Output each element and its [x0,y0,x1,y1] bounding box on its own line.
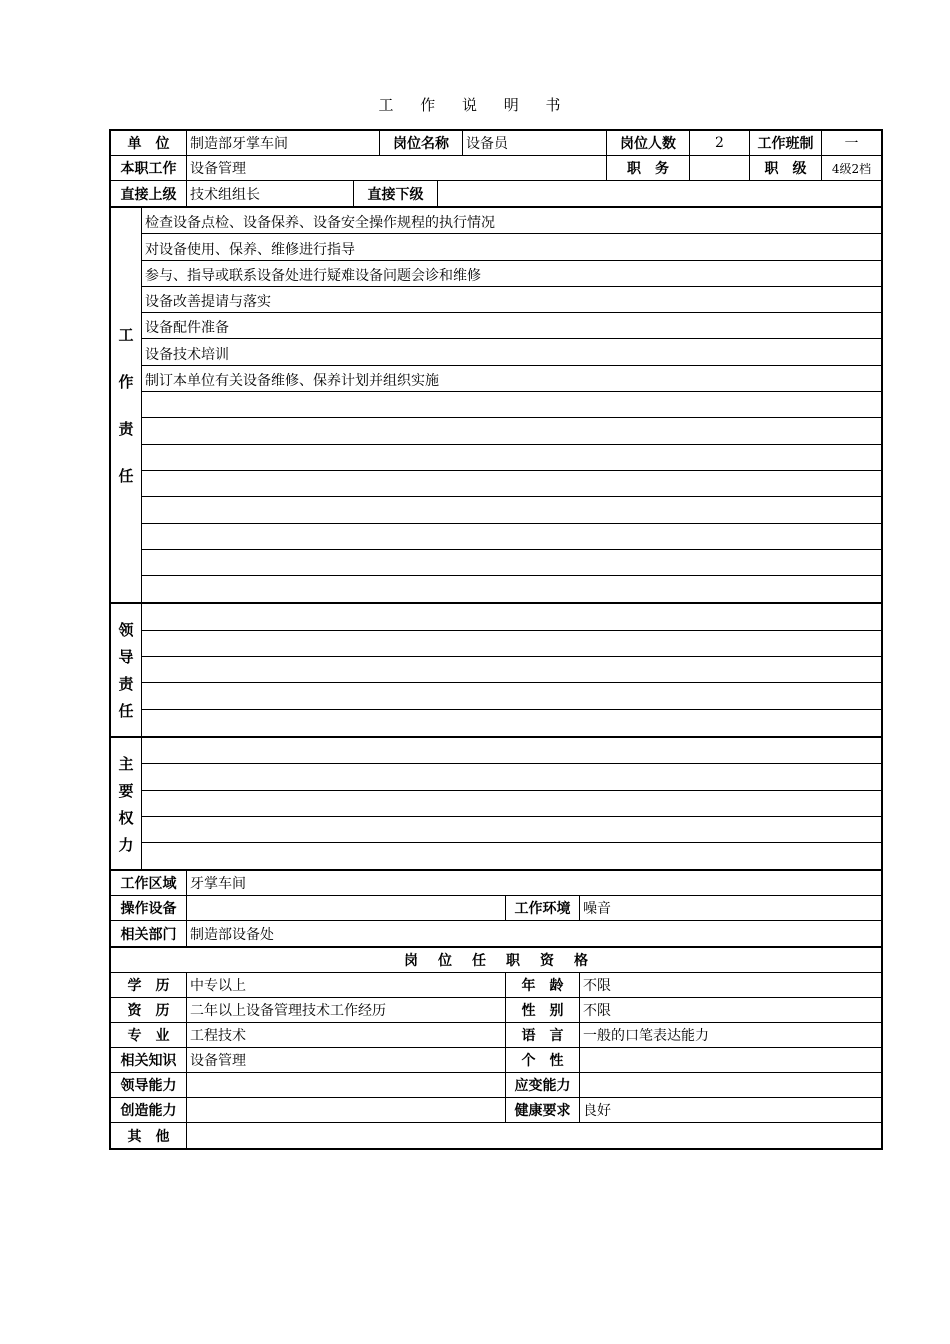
work-area-label: 工作区域 [111,871,187,895]
side-char: 责 [118,420,134,439]
leadership-line [142,710,881,736]
post-name-value: 设备员 [463,131,607,155]
leadership-line [142,631,881,657]
leadership-side-label [111,604,142,735]
qualification-label: 个 性 [506,1048,580,1072]
qualification-value: 中专以上 [187,973,506,997]
qualification-value [580,1048,881,1072]
headcount-label: 岗位人数 [607,131,690,155]
qualification-value: 设备管理 [187,1048,506,1072]
qualification-value: 工程技术 [187,1023,506,1047]
shift-value: 一 [844,136,859,152]
qualification-label: 专 业 [111,1023,187,1047]
responsibility-line: 对设备使用、保养、维修进行指导 [142,234,881,260]
authority-lines [142,738,881,869]
responsibilities-side-label [111,208,142,602]
qualification-label: 语 言 [506,1023,580,1047]
qualification-row [111,1023,881,1048]
qualification-value: 一般的口笔表达能力 [583,1028,709,1045]
environment-label: 工作环境 [506,896,580,920]
qualification-label: 相关知识 [111,1048,187,1072]
leadership-section [109,602,883,735]
grade-label: 职 级 [750,156,822,180]
qualification-row [111,1048,881,1073]
qualification-label: 应变能力 [506,1073,580,1097]
qualification-value [187,1073,506,1097]
subordinate-label: 直接下级 [354,181,438,206]
unit-label: 单 位 [111,131,187,155]
responsibilities-lines [142,208,881,602]
responsibility-line [142,550,881,576]
qualification-label: 性 别 [506,998,580,1022]
qualification-row [111,973,881,998]
side-char: 任 [118,702,134,721]
subordinate-value [438,181,881,206]
responsibility-line [142,392,881,418]
authority-line [142,843,881,869]
qualification-value: 二年以上设备管理技术工作经历 [187,998,506,1022]
side-char: 领 [118,621,134,640]
qualification-label: 年 龄 [506,973,580,997]
authority-side-label [111,738,142,869]
work-block [109,869,883,946]
unit-value: 制造部牙掌车间 [187,131,380,155]
side-char: 要 [118,781,134,800]
side-char: 权 [118,808,134,827]
header-row-2 [111,156,881,181]
other-label: 其 他 [111,1123,187,1148]
responsibility-line: 设备配件准备 [142,313,881,339]
dept-label: 相关部门 [111,921,187,946]
environment-value: 噪音 [583,901,611,918]
qualification-block [109,946,883,1150]
dept-value: 制造部设备处 [190,926,274,943]
responsibility-line [142,445,881,471]
duty-label: 职 务 [607,156,690,180]
leadership-line [142,657,881,683]
side-char: 力 [118,835,134,854]
responsibility-line [142,418,881,444]
authority-section [109,736,883,869]
qualification-heading: 岗位任职资格 [111,948,881,973]
job-description-form [109,129,883,1150]
qualification-row [111,1098,881,1123]
responsibility-line: 检查设备点检、设备保养、设备安全操作规程的执行情况 [142,208,881,234]
work-area-row [111,871,881,896]
main-work-label: 本职工作 [111,156,187,180]
duty-value [690,156,750,180]
responsibility-line: 参与、指导或联系设备处进行疑难设备问题会诊和维修 [142,261,881,287]
side-char: 作 [118,373,134,392]
qualification-label: 创造能力 [111,1098,187,1122]
superior-value: 技术组组长 [187,181,354,206]
headcount-value: 2 [690,131,750,155]
responsibility-line [142,576,881,602]
leadership-line [142,683,881,709]
grade-value: 4级2档 [831,161,872,176]
superior-label: 直接上级 [111,181,187,206]
authority-line [142,791,881,817]
qualification-label: 资 历 [111,998,187,1022]
equipment-label: 操作设备 [111,896,187,920]
equipment-value [187,896,506,920]
side-char: 责 [118,675,134,694]
leadership-lines [142,604,881,735]
responsibility-line: 设备改善提请与落实 [142,287,881,313]
side-char: 工 [118,326,134,345]
document-title: 工 作 说 明 书 [378,96,572,114]
responsibility-line: 制订本单位有关设备维修、保养计划并组织实施 [142,366,881,392]
authority-line [142,817,881,843]
qualification-value: 良好 [583,1103,611,1120]
leadership-line [142,604,881,630]
header-row-3 [111,181,881,206]
responsibility-line [142,471,881,497]
authority-line [142,738,881,764]
equipment-row [111,896,881,921]
other-row [111,1123,881,1148]
side-char: 任 [118,467,134,486]
qualification-row [111,998,881,1023]
authority-line [142,764,881,790]
qualification-value: 不限 [583,978,611,995]
post-name-label: 岗位名称 [380,131,463,155]
other-value [187,1123,881,1148]
qualification-value [187,1098,506,1122]
responsibilities-section [109,206,883,602]
side-char: 主 [118,754,134,773]
qualification-label: 领导能力 [111,1073,187,1097]
qualification-value [580,1073,881,1097]
qualification-value: 不限 [583,1003,611,1020]
main-work-value: 设备管理 [187,156,607,180]
qualification-label: 学 历 [111,973,187,997]
header-block [109,129,883,206]
qualification-row [111,1073,881,1098]
responsibility-line [142,524,881,550]
qualification-label: 健康要求 [506,1098,580,1122]
dept-row [111,921,881,946]
responsibility-line: 设备技术培训 [142,339,881,365]
responsibility-line [142,497,881,523]
shift-label: 工作班制 [750,131,822,155]
side-char: 导 [118,648,134,667]
work-area-value: 牙掌车间 [190,876,246,893]
header-row-1 [111,131,881,156]
